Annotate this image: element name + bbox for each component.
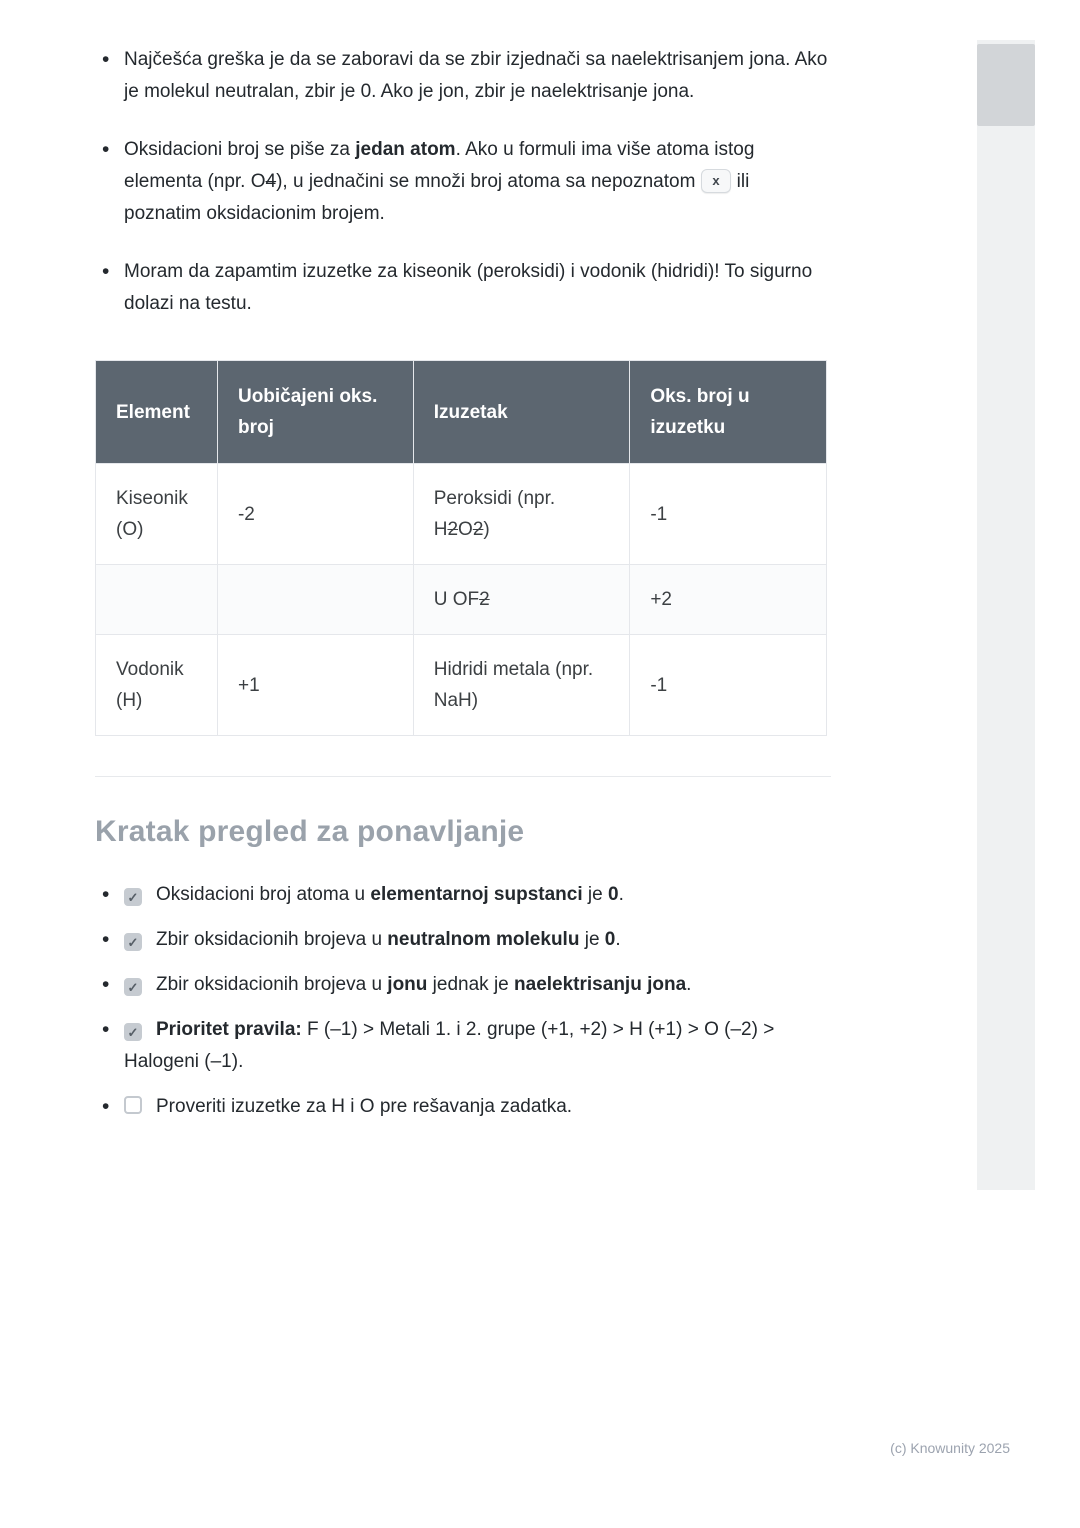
bullet-item: [95, 44, 831, 108]
oxidation-exceptions-table: [95, 360, 827, 736]
table-header-ox-in-exception: Oks. broj u izuzetku: [630, 361, 827, 464]
checklist-item: [95, 1091, 831, 1123]
table-cell: [217, 565, 413, 635]
checkbox-icon[interactable]: [124, 1096, 142, 1114]
review-checklist: [95, 879, 831, 1123]
bullet-item-text: Najčešća greška je da se zaboravi da se zbir izjednači sa naelektrisanjem jona. Ako je molekul neutralan, zbir je 0. Ako je jon, zbir je naelektrisanje jona.: [124, 49, 828, 102]
table-cell: [96, 565, 218, 635]
table-cell: Vodonik (H): [96, 635, 218, 736]
bullet-item-text: Moram da zapamtim izuzetke za kiseonik (peroksidi) i vodonik (hidridi)! To sigurno dolazi na testu.: [124, 261, 813, 314]
checklist-item-text: Proveriti izuzetke za H i O pre rešavanja zadatka.: [156, 1096, 573, 1117]
table-header-element: Element: [96, 361, 218, 464]
table-row: [96, 635, 827, 736]
table-cell: -1: [630, 464, 827, 565]
checklist-item-text: Zbir oksidacionih brojeva u neutralnom molekulu je 0.: [156, 929, 621, 950]
table-row: [96, 565, 827, 635]
checklist-item: [95, 879, 831, 911]
inline-code-chip: x: [701, 169, 730, 193]
table-cell: Peroksidi (npr. H2O2): [413, 464, 630, 565]
bullet-item: [95, 134, 831, 230]
checkbox-icon[interactable]: ✓: [124, 1023, 142, 1041]
table-cell: Hidridi metala (npr. NaH): [413, 635, 630, 736]
scrollbar-track[interactable]: [977, 40, 1035, 1190]
checkbox-icon[interactable]: ✓: [124, 888, 142, 906]
checklist-item: [95, 969, 831, 1001]
table-header-usual-ox: Uobičajeni oks. broj: [217, 361, 413, 464]
table-row: [96, 464, 827, 565]
table-cell: U OF2: [413, 565, 630, 635]
scrollbar-thumb[interactable]: [977, 44, 1035, 126]
table-header-exception: Izuzetak: [413, 361, 630, 464]
table-cell: +1: [217, 635, 413, 736]
checklist-item-text: Oksidacioni broj atoma u elementarnoj supstanci je 0.: [156, 884, 624, 905]
table-header-row: [96, 361, 827, 464]
checkbox-icon[interactable]: ✓: [124, 978, 142, 996]
table-cell: -2: [217, 464, 413, 565]
table-cell: +2: [630, 565, 827, 635]
checklist-item: [95, 924, 831, 956]
checklist-item-text: Prioritet pravila: F (–1) > Metali 1. i 2. grupe (+1, +2) > H (+1) > O (–2) > Halogeni (–1).: [124, 1019, 775, 1072]
checklist-item-text: Zbir oksidacionih brojeva u jonu jednak je naelektrisanju jona.: [156, 974, 692, 995]
bullet-item-text: Oksidacioni broj se piše za jedan atom. Ako u formuli ima više atoma istog elementa (npr. O4), u jednačini se množi broj atoma sa nepoznatom x ili poznatim oksidacionim brojem.: [124, 139, 755, 224]
bullet-item: [95, 256, 831, 320]
notes-content: [95, 44, 831, 1136]
copyright-footer: (c) Knowunity 2025: [890, 1440, 1010, 1456]
table-cell: Kiseonik (O): [96, 464, 218, 565]
checklist-item: [95, 1014, 831, 1078]
table-cell: -1: [630, 635, 827, 736]
checkbox-icon[interactable]: ✓: [124, 933, 142, 951]
notes-bullet-list: [95, 44, 831, 320]
section-title: Kratak pregled za ponavljanje: [95, 815, 525, 848]
section-divider: [95, 776, 831, 777]
